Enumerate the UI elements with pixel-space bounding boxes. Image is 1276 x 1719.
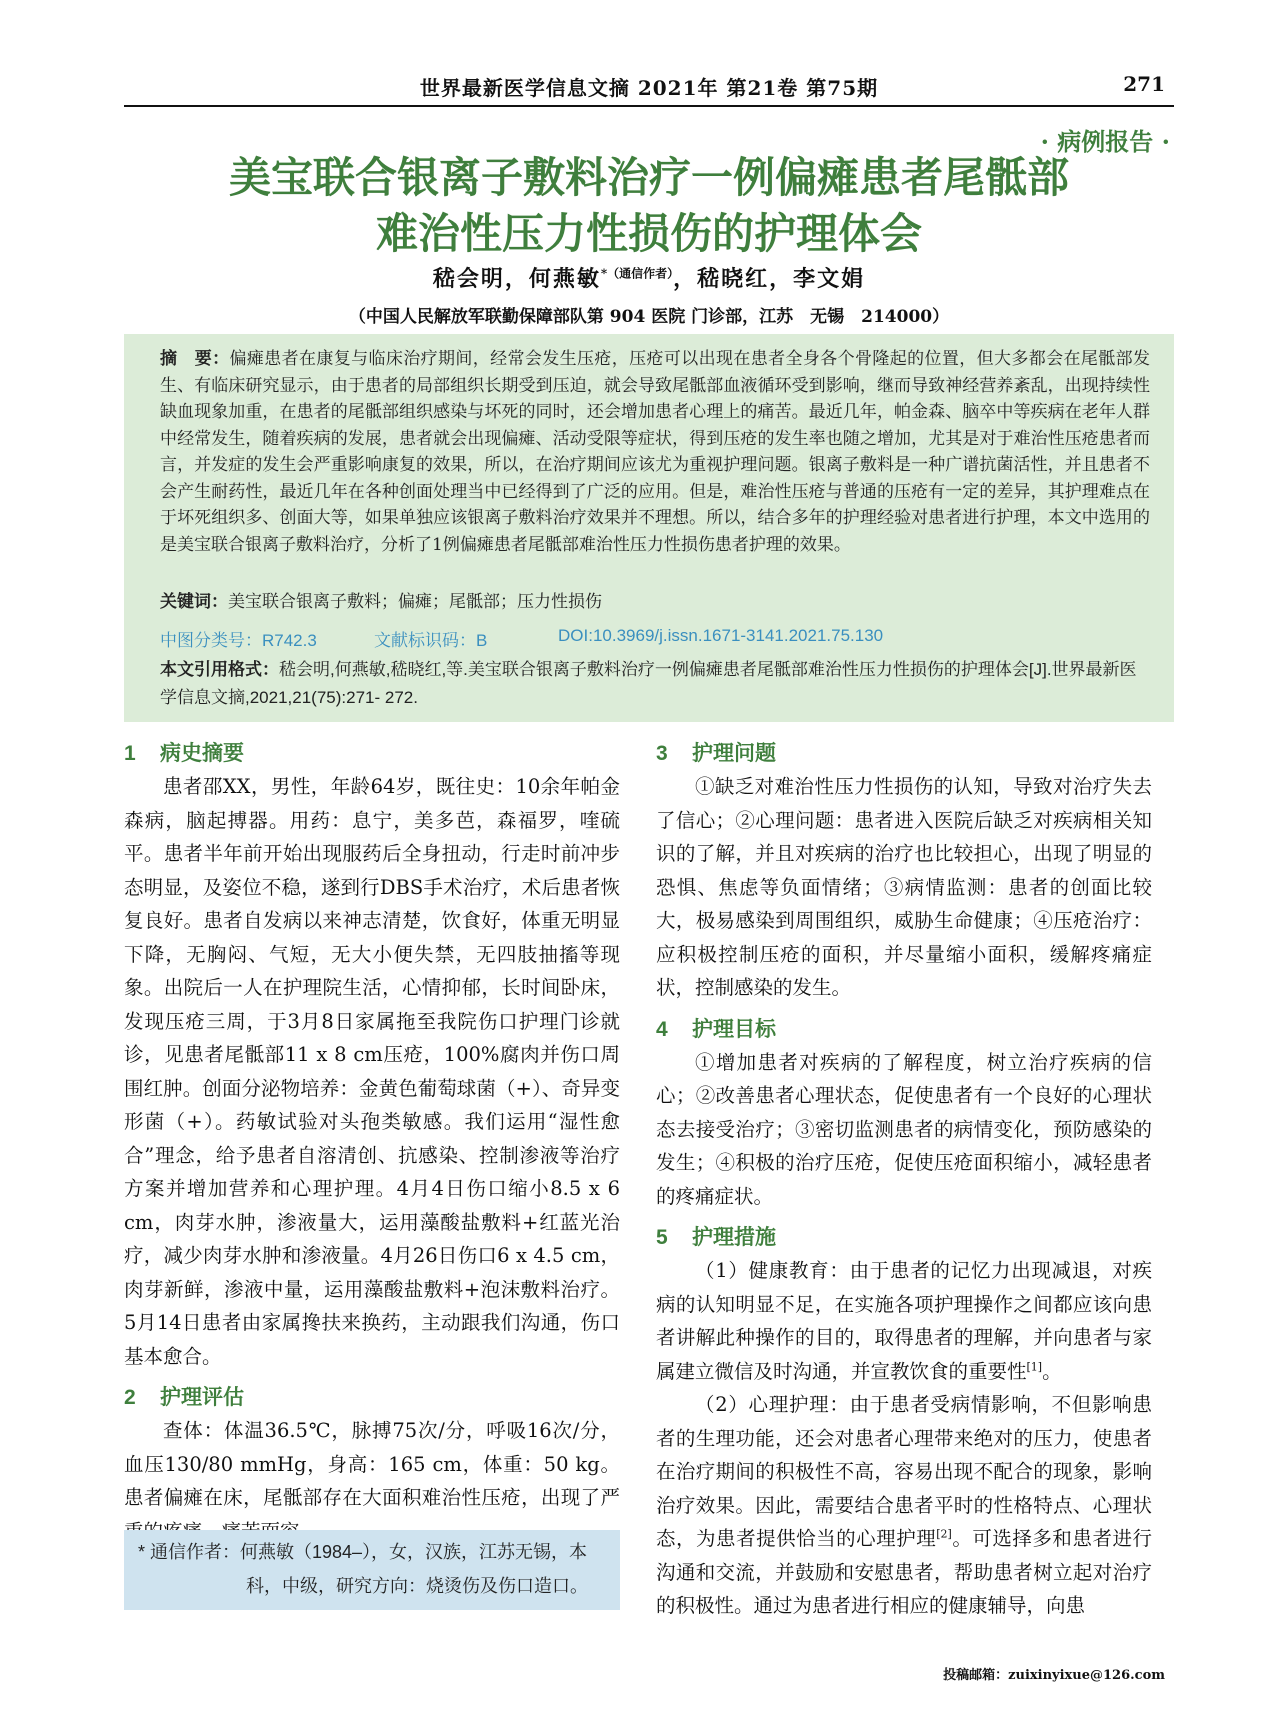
citation-label: 本文引用格式： bbox=[160, 660, 279, 679]
right-column bbox=[656, 737, 1152, 1623]
citation bbox=[160, 656, 1150, 712]
abstract bbox=[160, 346, 1150, 558]
left-column bbox=[124, 737, 620, 1548]
keywords bbox=[160, 587, 1150, 612]
submission-email: 投稿邮箱：zuixinyixue@126.com bbox=[943, 1668, 1165, 1683]
affiliation: （中国人民解放军联勤保障部队第 904 医院 门诊部，江苏 无锡 214000） bbox=[348, 307, 950, 327]
reference-1[interactable]: [1] bbox=[1026, 1360, 1043, 1373]
citation-text: 嵇会明,何燕敏,嵇晓红,等.美宝联合银离子敷料治疗一例偏瘫患者尾骶部难治性压力性损伤的护理体会[J].世界最新医学信息文摘,2021,21(75):271- 272. bbox=[160, 660, 1137, 707]
title-line-1: 美宝联合银离子敷料治疗一例偏瘫患者尾骶部 bbox=[228, 153, 1069, 202]
section-heading-3: 3 护理问题 bbox=[656, 742, 776, 765]
corresponding-author-footnote bbox=[138, 1535, 618, 1603]
header-rule bbox=[124, 105, 1174, 107]
section-3-paragraph: ①缺乏对难治性压力性损伤的认知，导致对治疗失去了信心；②心理问题：患者进入医院后缺乏对疾病相关知识的了解，并且对疾病的治疗也比较担心，出现了明显的恐惧、焦虑等负面情绪；③病情监测：患者的创面比较大，极易感染到周围组织，威胁生命健康；④压疮治疗：应积极控制压疮的面积，并尽量缩小面积，缓解疼痛症状，控制感染的发生。 bbox=[656, 775, 1152, 999]
abstract-text: 偏瘫患者在康复与临床治疗期间，经常会发生压疮，压疮可以出现在患者全身各个骨隆起的位置，但大多都会在尾骶部发生、有临床研究显示，由于患者的局部组织长期受到压迫，就会导致尾骶部血液循环受到影响，继而导致神经营养紊乱，出现持续性缺血现象加重，在患者的尾骶部组织感染与坏死的同时，还会增加患者心理上的痛苦。最近几年，帕金森、脑卒中等疾病在老年人群中经常发生，随着疾病的发展，患者就会出现偏瘫、活动受限等症状，得到压疮的发生率也随之增加，尤其是对于难治性压疮患者而言，并发症的发生会严重影响康复的效果，所以，在治疗期间应该尤为重视护理问题。银离子敷料是一种广谱抗菌活性，并且患者不会产生耐药性，最近几年在各种创面处理当中已经得到了广泛的应用。但是，难治性压疮与普通的压疮有一定的差异，其护理难点在于坏死组织多、创面大等，如果单独应该银离子敷料治疗效果并不理想。所以，结合多年的护理经验对患者进行护理，本文中选用的是美宝联合银离子敷料治疗，分析了1例偏瘫患者尾骶部难治性压力性损伤患者护理的效果。 bbox=[160, 349, 1150, 555]
footnote-line-1: * 通信作者：何燕敏（1984–），女，汉族，江苏无锡，本 bbox=[138, 1542, 588, 1562]
section-heading-1: 1 病史摘要 bbox=[124, 742, 244, 765]
section-5-paragraph-1: （1）健康教育：由于患者的记忆力出现减退，对疾病的认知明显不足，在实施各项护理操作之间都应该向患者讲解此种操作的目的，取得患者的理解，并向患者与家属建立微信及时沟通，并宣教饮食的重要性[1]。 bbox=[656, 1259, 1152, 1383]
article-title bbox=[124, 150, 1174, 262]
section-heading-5: 5 护理措施 bbox=[656, 1226, 776, 1249]
abstract-label: 摘 要： bbox=[160, 349, 230, 369]
section-heading-4: 4 护理目标 bbox=[656, 1017, 776, 1041]
authors bbox=[124, 262, 1174, 293]
document-code: 文献标识码：B bbox=[374, 631, 488, 650]
authors-first: 嵇会明，何燕敏 bbox=[432, 266, 601, 292]
authors-rest: ，嵇晓红，李文娟 bbox=[673, 266, 866, 292]
section-4-paragraph: ①增加患者对疾病的了解程度，树立治疗疾病的信心；②改善患者心理状态，促使患者有一个良好的心理状态去接受治疗；③密切监测患者的病情变化，预防感染的发生；④积极的治疗压疮，促使压疮面积缩小，减轻患者的疼痛症状。 bbox=[656, 1050, 1152, 1208]
section-heading-2: 2 护理评估 bbox=[124, 1386, 244, 1409]
keywords-label: 关键词： bbox=[160, 592, 228, 612]
title-line-2: 难治性压力性损伤的护理体会 bbox=[375, 209, 922, 258]
corresponding-author-mark: *（通信作者） bbox=[600, 266, 674, 281]
keywords-text: 美宝联合银离子敷料；偏瘫；尾骶部；压力性损伤 bbox=[228, 592, 602, 612]
page-number: 271 bbox=[1123, 72, 1165, 96]
doi[interactable]: DOI:10.3969/j.issn.1671-3141.2021.75.130 bbox=[558, 626, 884, 645]
journal-header: 世界最新医学信息文摘 2021年 第21卷 第75期 bbox=[419, 76, 879, 100]
section-tag: · 病例报告 · bbox=[1040, 127, 1170, 156]
section-2-paragraph: 查体：体温36.5℃，脉搏75次/分，呼吸16次/分，血压130/80 mmHg，身高：165 cm，体重：50 kg。患者偏瘫在床，尾骶部存在大面积难治性压疮，出现了严 bbox=[124, 1419, 620, 1509]
section-1-paragraph: 患者邵XX，男性，年龄64岁，既往史：10余年帕金森病，脑起搏器。用药：息宁，美多芭，森福罗，喹硫平。患者半年前开始出现服药后全身扭动，行走时前冲步态明显，及姿位不稳，遂到行DBS手术治疗，术后患者恢复良好。患者自发病以来神志清楚，饮食好，体重无明显下降，无胸闷、气短，无大小便失禁，无四肢抽搐等现象。出院后一人在护理院生活，心情抑郁，长时间卧床，发现压疮三周，于3月8日家属拖至我院伤口护理门诊就诊，见患者尾骶部11 x 8 cm压疮，100%腐肉并伤口周围红肿。创面分泌物培养：金黄色葡萄球菌（+）、奇异变形菌（+）。药敏试验对头孢类敏感。我们运用“湿性愈合”理念，给予患者自溶清创、抗感染、控制渗液等治疗方案并增加营养和心理护理。4月4日伤口缩小8.5 x 6 cm，肉芽水肿，渗液量大，运用藻酸盐敷料+红蓝光治疗，减少肉芽水肿和渗液量。4月26日伤口6 x 4.5 cm，肉芽新鲜，渗液中量，运用藻酸盐敷料+泡沫敷料治疗。5月14日患者由家属搀扶来换药，主动跟我们沟通，伤口基本愈合。 bbox=[124, 775, 620, 1368]
footnote-line-2: 科，中级，研究方向：烧烫伤及伤口造口。 bbox=[246, 1576, 588, 1596]
section-5-paragraph-2: （2）心理护理：由于患者受病情影响，不但影响患者的生理功能，还会对患者心理带来绝对的压力，使患者在治疗期间的积极性不高，容易出现不配合的现象，影响治疗效果。因此，需要结合患者平时的性格特点、心理状态，为患者提供恰当的心理护理[2]。可选择多和患者进行沟通和交流，并鼓励和安慰患者，帮助患者树立起对治疗的积极性。通过为患者进行相应的健康辅导，向患 bbox=[656, 1393, 1152, 1617]
clc-number: 中图分类号：R742.3 bbox=[160, 631, 317, 650]
reference-2[interactable]: [2] bbox=[936, 1527, 952, 1541]
